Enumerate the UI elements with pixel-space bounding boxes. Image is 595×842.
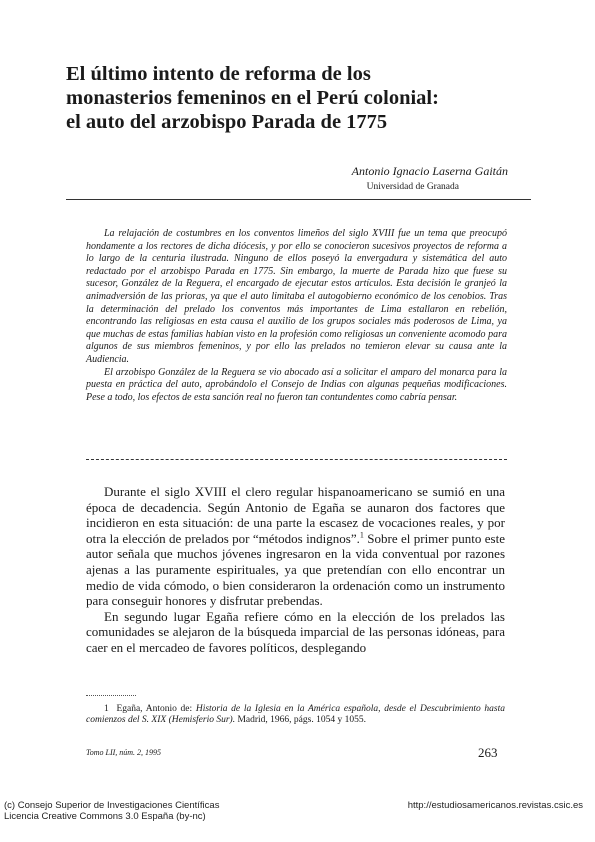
title-line: el auto del arzobispo Parada de 1775 bbox=[66, 111, 388, 133]
footnote-author: Egaña, Antonio de: bbox=[116, 704, 193, 714]
body-paragraph: En segundo lugar Egaña refiere cómo en la elección de los prelados las comunidades se alejaron de la búsqueda imparcial de las personas idóneas, para caer en el mercadeo de favores políticos, desplegando bbox=[86, 608, 505, 655]
author-name: Antonio Ignacio Laserna Gaitán bbox=[351, 164, 508, 178]
body-text bbox=[86, 484, 505, 656]
footnote bbox=[86, 704, 505, 727]
footnote-title: Historia de la Iglesia en la América española, desde el Descubrimiento hasta comienzos del S. XIX (Hemisferio Sur). bbox=[86, 704, 506, 726]
credit-line: Licencia Creative Commons 3.0 España (by-nc) bbox=[4, 811, 206, 822]
journal-url[interactable]: http://estudiosamericanos.revistas.csic.es bbox=[407, 800, 583, 811]
page-number: 263 bbox=[478, 745, 498, 760]
body-paragraph: Durante el siglo XVIII el clero regular hispanoamericano se sumió en una época de decadencia. Según Antonio de Egaña se aunaron dos factores que incidieron en esta situación: de una parte la escasez de vocaciones reales, y por otra la elección de prelados por “métodos indignos”.$^1$ Sobre el primer punto este autor señala que muchos jóvenes ingresaron en la vida conventual por razones ajenas a las puramente espirituales, ya que pretendían con ello encontrar un medio de vida cómodo, o bien consideraron la ordenación como un instrumento para conseguir honores y disfrutar prebendas. bbox=[86, 484, 505, 609]
footnote-rest: Madrid, 1966, págs. 1054 y 1055. bbox=[237, 715, 366, 726]
footnote-divider bbox=[86, 695, 136, 696]
article-title bbox=[66, 62, 536, 134]
abstract-paragraph: El arzobispo González de la Reguera se vio abocado así a solicitar el amparo del monarca para la puesta en práctica del auto, aprobándolo el Consejo de Indias con algunas pequeñas modificaciones. Pese a todo, los efectos de esta sanción real no fueron tan contundentes como cabría pensar. bbox=[86, 366, 507, 403]
abstract bbox=[86, 228, 507, 404]
abstract-divider bbox=[86, 459, 507, 460]
author-affiliation: Universidad de Granada bbox=[366, 182, 459, 192]
footnote-number: 1 bbox=[104, 704, 109, 714]
title-line: El último intento de reforma de los bbox=[66, 63, 371, 85]
footnote-ref[interactable]: 1 bbox=[359, 530, 364, 540]
credit-line: (c) Consejo Superior de Investigaciones Científicas bbox=[4, 800, 220, 811]
abstract-paragraph: La relajación de costumbres en los conventos limeños del siglo XVIII fue un tema que preocupó hondamente a los rectores de dicha diócesis, y por ello se conocieron sucesivos proyectos de reforma a lo largo de la centuria ilustrada. Ninguno de ellos poseyó la envergadura y sistemática del auto redactado por el arzobispo Parada en 1775. Sin embargo, la muerte de Parada hizo que fuese su sucesor, González de la Reguera, el encargado de ejecutar estos artículos. Esta decisión le granjeó la animadversión de las prioras, ya que el auto limitaba el autogobierno económico de los cenobios. Tras la determinación del prelado los conventos más importantes de Lima estallaron en rebelión, encontrando las religiosas en esta causa el auxilio de los grupos sociales más poderosos de Lima, ya que muchas de estas familias habían visto en la profesión como religiosas un conveniente acomodo para algunos de sus miembros femeninos, y por ello las prelados no temieron elevar su causa ante la Audiencia. bbox=[86, 228, 507, 365]
title-line: monasterios femeninos en el Perú colonial: bbox=[66, 87, 439, 109]
license-credit bbox=[4, 800, 219, 822]
top-divider bbox=[66, 199, 531, 200]
journal-reference: Tomo LII, núm. 2, 1995 bbox=[86, 748, 162, 757]
